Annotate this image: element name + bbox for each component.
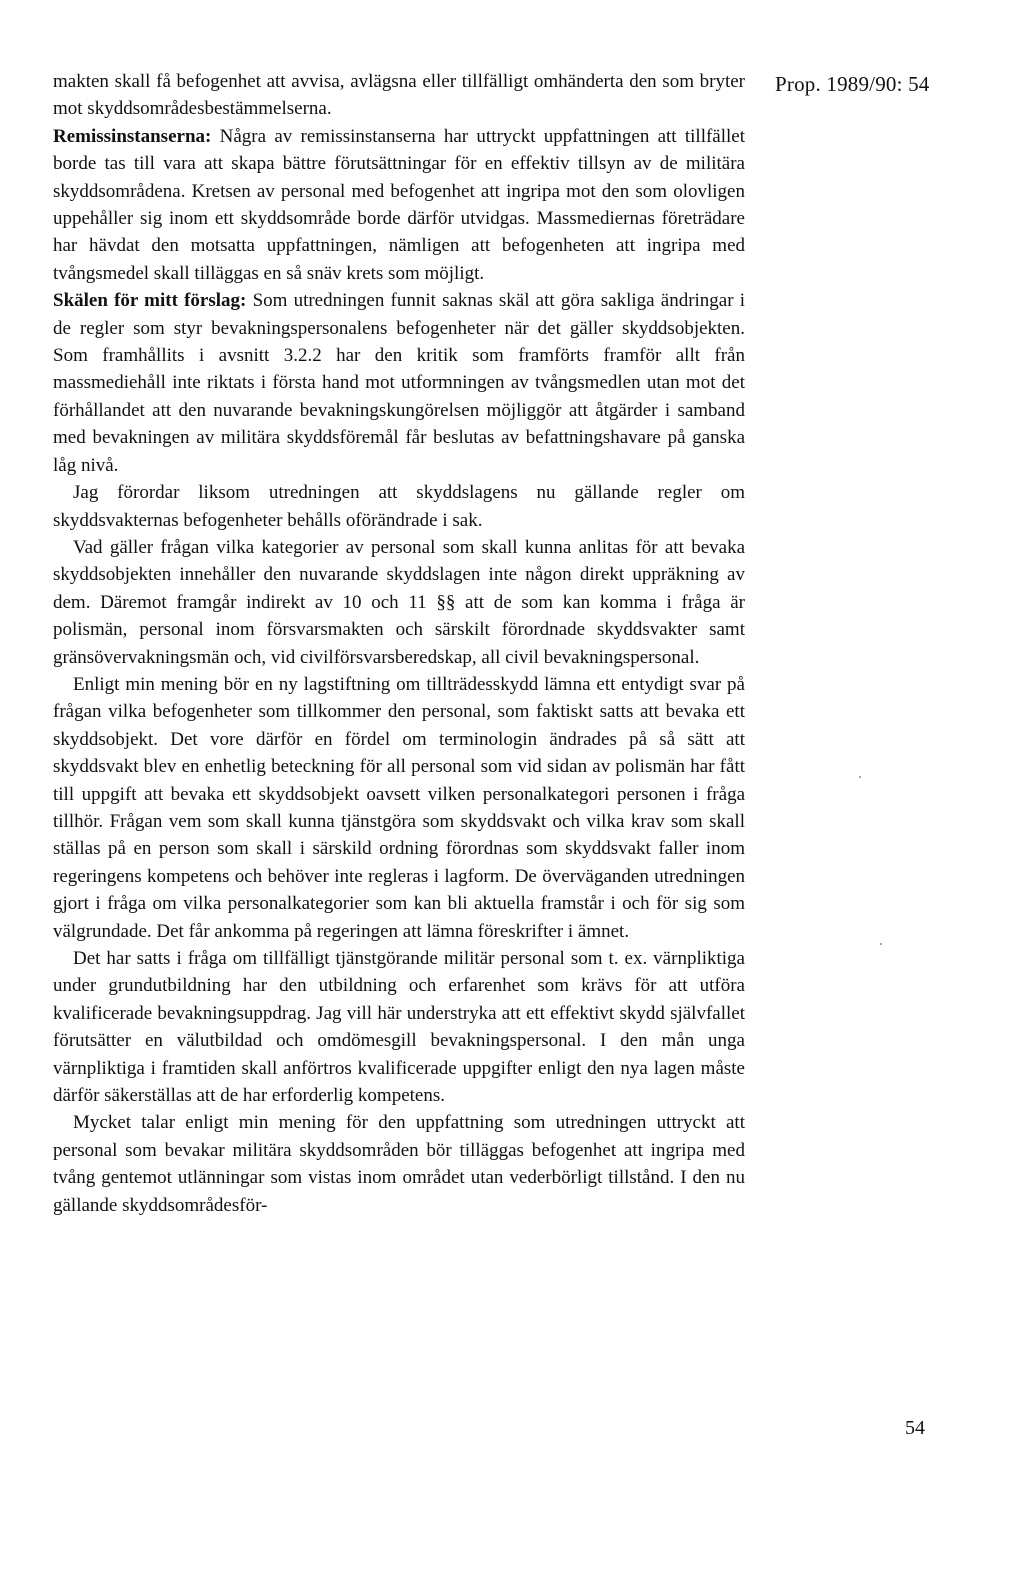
scan-speck <box>880 943 882 945</box>
section-heading: Skälen för mitt förslag: <box>53 290 247 312</box>
paragraph: Det har satts i fråga om tillfälligt tjänstgörande militär personal som t. ex. värnpliktiga under grundutbildning har den utbildning och erfarenhet som krävs för att utföra kvalificerade bevakningsuppdrag. Jag vill här understryka att ett effektivt skydd självfallet förutsätter en välutbildad och omdömesgill bevakningspersonal. I den mån unga värnpliktiga i framtiden skall anförtros kvalificerade uppgifter enligt den nya lagen måste därför säkerställas att de har erforderlig kompetens. <box>53 948 745 1107</box>
scan-speck <box>859 776 861 778</box>
paragraph: Vad gäller frågan vilka kategorier av personal som skall kunna anlitas för att bevaka skyddsobjekten innehåller den nuvarande skyddslagen inte någon direkt uppräkning av dem. Däremot framgår indirekt av 10 och 11 §§ att de som kan komma i fråga är polismän, personal inom försvarsmakten och särskilt förordnade skyddsvakter samt gränsövervakningsmän och, vid civilförsvarsberedskap, all civil bevakningspersonal. <box>53 536 745 668</box>
paragraph: makten skall få befogenhet att avvisa, avlägsna eller tillfälligt omhänderta den som bryter mot skyddsområdesbestämmelserna. <box>53 71 745 120</box>
proposition-reference: Prop. 1989/90: 54 <box>775 72 930 96</box>
paragraph-text: Några av remissinstanserna har uttryckt uppfattningen att tillfället borde tas till vara att skapa bättre förutsättningar för en effektiv tillsyn av de militära skyddsområdena. Kretsen av personal med befogenhet att ingripa mot den som olovligen uppehåller sig inom ett skyddsområde borde därför utvidgas. Massmediernas företrädare har hävdat den motsatta uppfattningen, nämligen att befogenheten att ingripa med tvångsmedel skall tilläggas en så snäv krets som möjligt. <box>53 125 746 284</box>
page-number: 54 <box>905 1417 925 1439</box>
paragraph-text: Som utredningen funnit saknas skäl att göra sakliga ändringar i de regler som styr bevakningspersonalens befogenheter när det gäller skyddsobjekten. Som framhållits i avsnitt 3.2.2 har den kritik som framförts framför allt från massmediehåll inte riktats i första hand mot utformningen av tvångsmedlen utan mot det förhållandet att den nuvarande bevakningskungörelsen möjliggör att åtgärder i samband med bevakningen av militära skyddsföremål får beslutas av befattningshavare på ganska låg nivå. <box>53 290 746 476</box>
paragraph: Jag förordar liksom utredningen att skyddslagens nu gällande regler om skyddsvakternas befogenheter behålls oförändrade i sak. <box>53 482 745 531</box>
paragraph-remissinstanserna <box>53 123 745 287</box>
paragraph: Enligt min mening bör en ny lagstiftning om tillträdesskydd lämna ett entydigt svar på frågan vilka befogenheter som tillkommer den personal, som faktiskt satts att bevaka ett skyddsobjekt. Det vore därför en fördel om terminologin ändrades på så sätt att skyddsvakt blev en enhetlig beteckning för all personal som vid sidan av polismän har fått till uppgift att bevaka ett skyddsobjekt oavsett vilken personalkategori personen i fråga tillhör. Frågan vem som skall kunna tjänstgöra som skyddsvakt och vilka krav som skall ställas på en person som skall i särskild ordning förordnas som skyddsvakt faller inom regeringens kompetens och behöver inte regleras i lagform. De överväganden utredningen gjort i fråga om vilka personalkategorier som kan bli aktuella framstår i och för sig som välgrundade. Det får ankomma på regeringen att lämna föreskrifter i ämnet. <box>53 673 745 942</box>
paragraph-skalen <box>53 287 745 479</box>
paragraph: Mycket talar enligt min mening för den uppfattning som utredningen uttryckt att personal som bevakar militära skyddsområden bör tilläggas befogenhet att ingripa med tvång gentemot utlänningar som vistas inom området utan vederbörligt tillstånd. I den nu gällande skyddsområdesför- <box>53 1112 745 1216</box>
body-text <box>53 68 745 1219</box>
section-heading: Remissinstanserna: <box>53 125 212 147</box>
